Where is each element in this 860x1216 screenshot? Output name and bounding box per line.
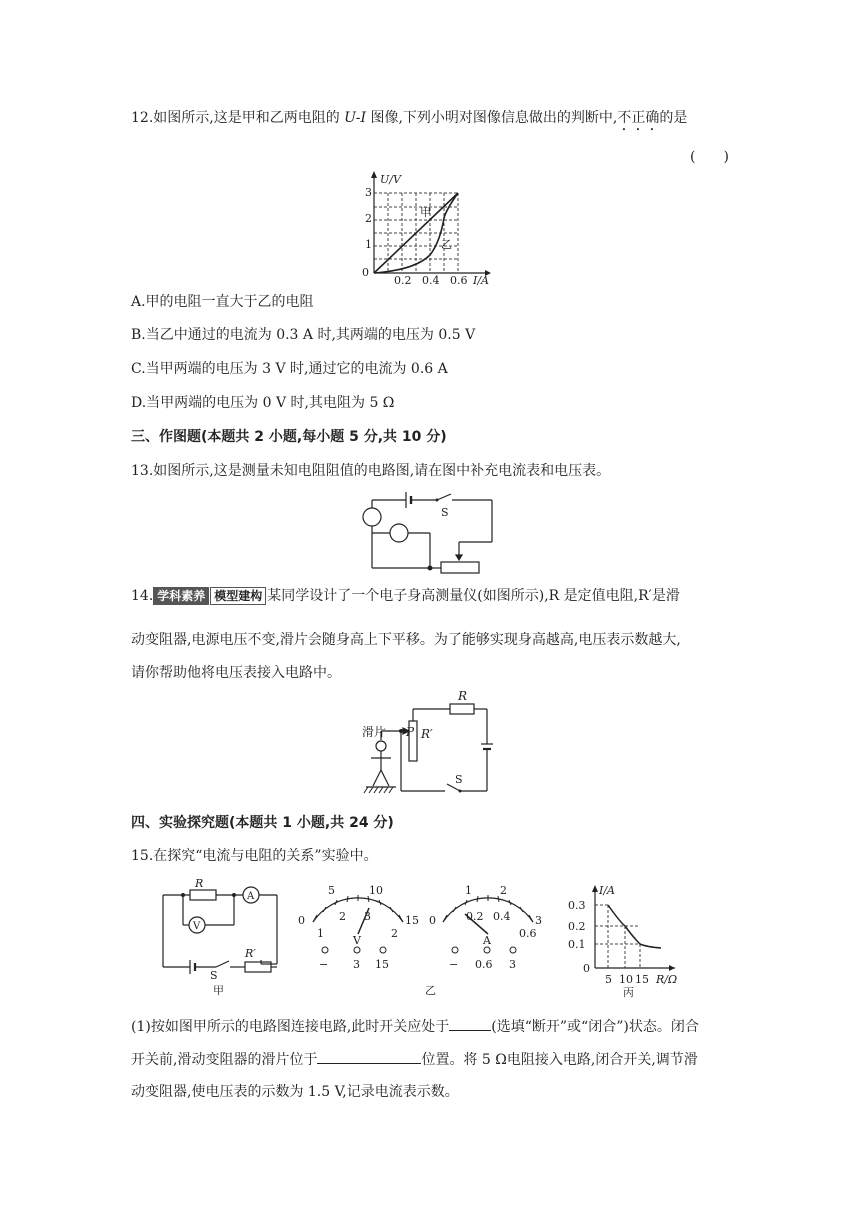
option-a: A.甲的电阻一直大于乙的电阻 — [131, 294, 314, 310]
option-d: D.当甲两端的电压为 0 V 时,其电阻为 5 Ω — [131, 395, 395, 411]
svg-text:乙: 乙 — [441, 238, 452, 251]
svg-text:U/V: U/V — [380, 173, 401, 186]
svg-text:滑片: 滑片 — [362, 725, 387, 739]
svg-text:10: 10 — [619, 973, 633, 986]
svg-text:5: 5 — [328, 884, 335, 897]
svg-text:V: V — [193, 921, 201, 932]
svg-text:S: S — [210, 969, 218, 982]
svg-text:乙: 乙 — [425, 984, 436, 997]
height-meter-circuit — [360, 688, 500, 804]
svg-text:V: V — [353, 934, 361, 947]
svg-text:A: A — [247, 891, 255, 902]
svg-text:R: R — [458, 689, 468, 703]
svg-text:1: 1 — [365, 238, 372, 251]
svg-text:3: 3 — [535, 914, 542, 927]
option-b: B.当乙中通过的电流为 0.3 A 时,其两端的电压为 0.5 V — [131, 327, 476, 343]
svg-text:0: 0 — [429, 914, 436, 927]
svg-text:S: S — [455, 773, 463, 786]
voltmeter-dial — [298, 884, 419, 971]
q15-part1-line1: (1)按如图甲所示的电路图连接电路,此时开关应处于 (选填“断开”或“闭合”)状态。闭合 — [131, 1016, 699, 1037]
svg-text:15: 15 — [375, 958, 389, 971]
svg-text:2: 2 — [391, 927, 398, 940]
svg-text:A: A — [483, 934, 491, 947]
emphasis-text: 不正确 — [617, 110, 660, 126]
q15-stem: 15.在探究“电流与电阻的关系”实验中。 — [131, 848, 378, 864]
svg-text:0.3: 0.3 — [568, 899, 586, 912]
svg-text:−: − — [449, 958, 459, 971]
svg-text:2: 2 — [500, 884, 507, 897]
svg-text:0.1: 0.1 — [568, 938, 586, 951]
section-3-heading: 三、作图题(本题共 2 小题,每小题 5 分,共 10 分) — [131, 429, 447, 445]
q13-circuit — [355, 488, 505, 573]
svg-text:0.2: 0.2 — [568, 920, 586, 933]
q15-part1-line2: 开关前,滑动变阻器的滑片位于 位置。将 5 Ω电阻接入电路,闭合开关,调节滑 — [131, 1049, 698, 1070]
q15-part1-line3: 动变阻器,使电压表的示数为 1.5 V,记录电流表示数。 — [131, 1084, 459, 1100]
svg-text:R′: R′ — [245, 947, 256, 960]
svg-text:3: 3 — [364, 910, 371, 923]
svg-text:R: R — [195, 877, 204, 890]
q14-line2: 动变阻器,电源电压不变,滑片会随身高上下平移。为了能够实现身高越高,电压表示数越大, — [131, 632, 681, 648]
svg-text:丙: 丙 — [623, 986, 634, 999]
q13-stem: 13.如图所示,这是测量未知电阻阻值的电路图,请在图中补充电流表和电压表。 — [131, 463, 611, 479]
svg-text:0.6: 0.6 — [519, 927, 537, 940]
svg-text:0.6: 0.6 — [450, 274, 468, 287]
svg-text:R/Ω: R/Ω — [656, 973, 678, 986]
option-c: C.当甲两端的电压为 3 V 时,通过它的电流为 0.6 A — [131, 361, 448, 377]
svg-text:2: 2 — [339, 910, 346, 923]
svg-text:甲: 甲 — [420, 206, 431, 219]
answer-paren: ( ) — [690, 149, 729, 165]
svg-text:I/A: I/A — [473, 274, 489, 287]
svg-text:15: 15 — [635, 973, 649, 986]
svg-text:3: 3 — [509, 958, 516, 971]
svg-text:0.2: 0.2 — [466, 910, 484, 923]
svg-text:I/A: I/A — [599, 884, 615, 897]
svg-text:15: 15 — [405, 914, 419, 927]
answer-blank-1[interactable] — [449, 1016, 491, 1031]
ammeter-dial — [429, 884, 542, 971]
svg-text:3: 3 — [353, 958, 360, 971]
svg-text:5: 5 — [605, 973, 612, 986]
svg-text:甲: 甲 — [213, 984, 224, 997]
svg-text:0: 0 — [298, 914, 305, 927]
answer-blank-2[interactable] — [317, 1049, 421, 1064]
svg-text:0: 0 — [583, 962, 590, 975]
badge-core-literacy: 学科素养 — [153, 587, 209, 605]
section-4-heading: 四、实验探究题(本题共 1 小题,共 24 分) — [131, 815, 394, 831]
ui-graph — [360, 170, 500, 285]
svg-text:0.2: 0.2 — [394, 274, 412, 287]
q12-stem: 12.如图所示,这是甲和乙两电阻的 U-I 图像,下列小明对图像信息做出的判断中,不正确的是 — [131, 110, 688, 126]
svg-text:0: 0 — [362, 266, 369, 279]
q14-line3: 请你帮助他将电压表接入电路中。 — [131, 665, 341, 681]
svg-text:0.4: 0.4 — [422, 274, 440, 287]
fig-bing-graph — [565, 882, 700, 998]
svg-text:1: 1 — [317, 927, 324, 940]
svg-text:−: − — [319, 958, 329, 971]
svg-text:10: 10 — [369, 884, 383, 897]
svg-text:3: 3 — [365, 186, 372, 199]
svg-text:0.4: 0.4 — [493, 910, 511, 923]
badge-model-building: 模型建构 — [210, 587, 266, 605]
svg-text:2: 2 — [365, 212, 372, 225]
fig-jia-circuit — [155, 876, 285, 996]
svg-text:P: P — [406, 725, 415, 739]
q14-line1: 14. 学科素养 模型建构 某同学设计了一个电子身高测量仪(如图所示),R 是定值电阻,R′是滑 — [131, 588, 680, 604]
svg-text:1: 1 — [465, 884, 472, 897]
fig-yi-meters — [295, 882, 555, 998]
svg-text:R′: R′ — [421, 727, 433, 741]
svg-text:S: S — [441, 506, 449, 519]
svg-text:0.6: 0.6 — [475, 958, 493, 971]
